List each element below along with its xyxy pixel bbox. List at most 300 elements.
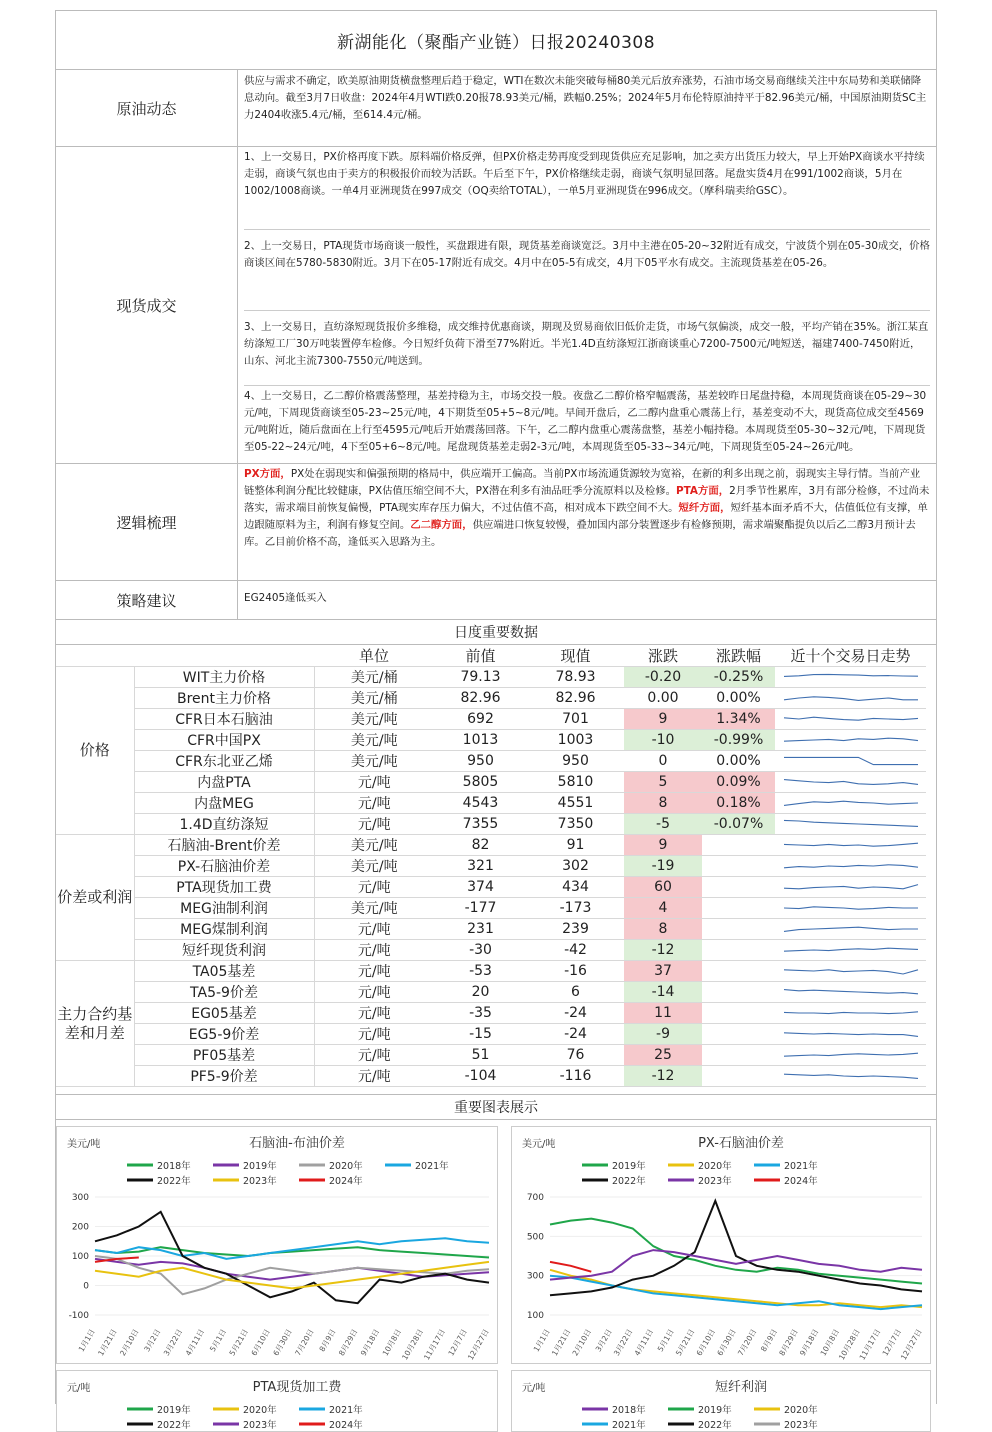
sparkline-svg [782, 921, 920, 937]
row-cur: 91 [527, 835, 624, 856]
sparkline-svg [782, 963, 920, 979]
chart-ylabel: 美元/吨 [67, 1139, 101, 1150]
row-cur: -173 [527, 898, 624, 919]
row-group-label: 价格 [56, 667, 134, 835]
row-trend-sparkline [775, 1024, 926, 1045]
row-unit: 元/吨 [314, 940, 434, 961]
legend-label: 2019年 [243, 1161, 277, 1172]
row-prev: 82 [434, 835, 527, 856]
legend-label: 2024年 [329, 1420, 363, 1431]
report-title: 新湖能化（聚酯产业链）日报20240308 [56, 11, 936, 70]
table-row [56, 835, 926, 856]
row-pct: -0.25% [702, 667, 775, 688]
table-row [56, 751, 926, 772]
legend-label: 2018年 [612, 1405, 646, 1416]
row-chg: -0.20 [624, 667, 702, 688]
header-cur: 现值 [527, 645, 624, 667]
sparkline-svg [782, 774, 920, 790]
row-unit: 美元/吨 [314, 856, 434, 877]
x-tick-label: 6月30日 [715, 1327, 738, 1358]
x-tick-label: 5月21日 [673, 1327, 697, 1358]
row-pct [702, 877, 775, 898]
x-tick-label: 12月7日 [880, 1327, 904, 1358]
report-page [55, 10, 937, 1431]
row-chg: -12 [624, 940, 702, 961]
sparkline-line [784, 843, 918, 846]
sparkline-line [784, 780, 918, 785]
series-line [550, 1201, 922, 1295]
row-pct [702, 856, 775, 877]
chart-title: PTA现货加工费 [252, 1380, 342, 1395]
header-pct: 涨跌幅 [702, 645, 775, 667]
table-row [56, 961, 926, 982]
x-tick-label: 6月30日 [271, 1327, 294, 1358]
row-chg: -9 [624, 1024, 702, 1045]
series-line [550, 1262, 591, 1272]
row-name: MEG煤制利润 [134, 919, 314, 940]
logic-text [238, 464, 936, 580]
x-tick-label: 1月1日 [76, 1327, 97, 1354]
row-pct: 0.00% [702, 688, 775, 709]
row-cur: 6 [527, 982, 624, 1003]
header-trend: 近十个交易日走势 [775, 645, 926, 667]
table-row [56, 709, 926, 730]
sparkline-svg [782, 1068, 920, 1084]
sparkline-svg [782, 690, 920, 706]
row-name: PF05基差 [134, 1045, 314, 1066]
x-tick-label: 10月28日 [836, 1327, 862, 1362]
row-chg: 9 [624, 835, 702, 856]
table-row [56, 1066, 926, 1087]
table-row [56, 793, 926, 814]
sparkline-line [784, 801, 918, 805]
table-row [56, 877, 926, 898]
row-name: TA05基差 [134, 961, 314, 982]
row-name: 1.4D直纺涤短 [134, 814, 314, 835]
row-trend-sparkline [775, 940, 926, 961]
y-tick-label: 300 [526, 1271, 544, 1282]
strategy-section [56, 581, 936, 620]
x-tick-label: 6月10日 [249, 1327, 272, 1358]
row-chg: 8 [624, 793, 702, 814]
header-prev: 前值 [434, 645, 527, 667]
sparkline-svg [782, 837, 920, 853]
row-pct: 0.00% [702, 751, 775, 772]
row-name: TA5-9价差 [134, 982, 314, 1003]
chart-pf-profit [511, 1370, 931, 1432]
row-trend-sparkline [775, 1003, 926, 1024]
x-tick-label: 9月18日 [358, 1327, 382, 1358]
row-cur: 434 [527, 877, 624, 898]
sparkline-line [784, 970, 918, 974]
row-unit: 美元/吨 [314, 835, 434, 856]
row-pct [702, 940, 775, 961]
row-prev: 82.96 [434, 688, 527, 709]
row-unit: 美元/吨 [314, 730, 434, 751]
row-trend-sparkline [775, 667, 926, 688]
row-name: EG05基差 [134, 1003, 314, 1024]
legend-label: 2023年 [784, 1420, 818, 1431]
row-name: PTA现货加工费 [134, 877, 314, 898]
row-pct [702, 1066, 775, 1087]
series-line [550, 1276, 922, 1309]
spot-pf-text: 3、上一交易日，直纺涤短现货报价多维稳，成交维持优惠商谈，期现及贸易商依旧低价走货，市场气氛偏淡，成交一般，平均产销在35%。浙江某直纺涤短工厂30万吨装置停车检修。今日短纤负荷下滑至77%附近。半光1.4D直纺涤短江浙商谈重心7200-7500元/吨短送，福建7400-7450附近，山东、河北主流7300-7550元/吨送到。 [244, 310, 930, 385]
sparkline-line [784, 697, 918, 701]
row-pct: 0.18% [702, 793, 775, 814]
legend-label: 2021年 [329, 1405, 363, 1416]
row-unit: 元/吨 [314, 919, 434, 940]
row-chg: 5 [624, 772, 702, 793]
sparkline-line [784, 885, 918, 889]
sparkline-line [784, 865, 918, 868]
row-cur: -24 [527, 1003, 624, 1024]
row-name: MEG油制利润 [134, 898, 314, 919]
row-pct: -0.07% [702, 814, 775, 835]
row-chg: 0.00 [624, 688, 702, 709]
row-chg: -10 [624, 730, 702, 751]
y-tick-label: 0 [83, 1281, 89, 1292]
crude-section [56, 70, 936, 147]
row-cur: -16 [527, 961, 624, 982]
row-cur: 76 [527, 1045, 624, 1066]
legend-label: 2023年 [698, 1176, 732, 1187]
row-trend-sparkline [775, 877, 926, 898]
row-prev: 79.13 [434, 667, 527, 688]
chart-ylabel: 元/吨 [522, 1383, 546, 1394]
legend-label: 2021年 [415, 1161, 449, 1172]
row-chg: 9 [624, 709, 702, 730]
x-tick-label: 7月20日 [735, 1327, 759, 1358]
row-chg: -14 [624, 982, 702, 1003]
row-trend-sparkline [775, 772, 926, 793]
row-unit: 元/吨 [314, 1045, 434, 1066]
row-trend-sparkline [775, 793, 926, 814]
sparkline-svg [782, 942, 920, 958]
row-name: CFR日本石脑油 [134, 709, 314, 730]
x-tick-label: 12月27日 [465, 1327, 491, 1362]
table-row [56, 814, 926, 835]
legend-label: 2023年 [243, 1176, 277, 1187]
row-cur: 1003 [527, 730, 624, 751]
row-cur: -24 [527, 1024, 624, 1045]
spot-label: 现货成交 [56, 147, 238, 463]
table-row [56, 1003, 926, 1024]
chart-title: 石脑油-布油价差 [249, 1136, 345, 1151]
sparkline-line [784, 948, 918, 951]
spot-body [238, 147, 936, 463]
row-unit: 美元/吨 [314, 898, 434, 919]
row-unit: 元/吨 [314, 961, 434, 982]
header-name [134, 645, 314, 667]
logic-eg-tag: 乙二醇方面， [410, 519, 473, 531]
row-pct: 1.34% [702, 709, 775, 730]
row-prev: -35 [434, 1003, 527, 1024]
x-tick-label: 8月9日 [758, 1327, 780, 1354]
sparkline-svg [782, 984, 920, 1000]
row-pct: 0.09% [702, 772, 775, 793]
row-prev: 1013 [434, 730, 527, 751]
row-unit: 元/吨 [314, 877, 434, 898]
row-pct [702, 982, 775, 1003]
row-chg: 25 [624, 1045, 702, 1066]
x-tick-label: 12月27日 [898, 1327, 924, 1362]
x-tick-label: 3月2日 [142, 1327, 163, 1354]
table-row [56, 730, 926, 751]
row-trend-sparkline [775, 688, 926, 709]
legend-label: 2023年 [243, 1420, 277, 1431]
row-unit: 美元/桶 [314, 688, 434, 709]
chart-pta-fee [56, 1370, 498, 1432]
sparkline-line [784, 820, 918, 826]
sparkline-svg [782, 1005, 920, 1021]
x-tick-label: 11月17日 [857, 1327, 883, 1362]
sparkline-svg [782, 1026, 920, 1042]
charts-title: 重要图表展示 [56, 1094, 936, 1120]
x-tick-label: 12月7日 [446, 1327, 469, 1358]
x-tick-label: 8月29日 [777, 1327, 800, 1358]
row-prev: 20 [434, 982, 527, 1003]
row-chg: 0 [624, 751, 702, 772]
row-cur: 7350 [527, 814, 624, 835]
row-prev: -104 [434, 1066, 527, 1087]
sparkline-svg [782, 669, 920, 685]
sparkline-svg [782, 753, 920, 769]
sparkline-line [784, 1012, 918, 1014]
row-chg: -12 [624, 1066, 702, 1087]
row-unit: 美元/吨 [314, 709, 434, 730]
row-prev: 7355 [434, 814, 527, 835]
row-cur: 78.93 [527, 667, 624, 688]
sparkline-line [784, 1033, 918, 1037]
charts-area [56, 1120, 936, 1431]
x-tick-label: 8月9日 [317, 1327, 338, 1354]
row-trend-sparkline [775, 1066, 926, 1087]
legend-label: 2024年 [329, 1176, 363, 1187]
daily-table-body [56, 667, 926, 1087]
row-prev: -30 [434, 940, 527, 961]
row-pct [702, 1024, 775, 1045]
table-row [56, 1045, 926, 1066]
row-unit: 元/吨 [314, 1024, 434, 1045]
sparkline-line [784, 757, 918, 764]
logic-pta-tag: PTA方面， [676, 485, 730, 497]
table-row [56, 772, 926, 793]
sparkline-line [784, 674, 918, 676]
row-group-label: 主力合约基差和月差 [56, 961, 134, 1087]
logic-px-text: PX处在弱现实和偏强预期的格局中，供应端开工偏高。当前PX市场流通货源较为宽裕，在新的利多出现之前，弱现实主导行情。当前产业链整体利润分配比较健康，PX估值压缩空间不大，PX潜在利多有油品旺季分流原料以及检修。 [244, 468, 921, 497]
y-tick-label: 500 [526, 1232, 544, 1243]
row-trend-sparkline [775, 1045, 926, 1066]
row-pct [702, 1045, 775, 1066]
x-tick-label: 1月1日 [531, 1327, 552, 1354]
legend-label: 2019年 [698, 1405, 732, 1416]
legend-label: 2020年 [243, 1405, 277, 1416]
legend-label: 2022年 [612, 1176, 646, 1187]
row-prev: -15 [434, 1024, 527, 1045]
spot-px-text: 1、上一交易日，PX价格再度下跌。原料端价格反弹，但PX价格走势再度受到现货供应充足影响，加之卖方出货压力较大，早上开始PX商谈水平持续走弱，商谈气氛也由于卖方的积极报价而较为活跃。午后至下午，PX价格继续走弱，商谈气氛明显回落。尾盘实货4月在991/1002商谈，5月在1002/1008商谈。一单4月亚洲现货在997成交（OQ卖给TOTAL），一单5月亚洲现货在996成交。（摩科瑞卖给GSC）。 [244, 151, 925, 197]
table-row [56, 856, 926, 877]
sparkline-line [784, 990, 918, 994]
header-unit: 单位 [314, 645, 434, 667]
x-tick-label: 3月22日 [161, 1327, 185, 1358]
row-trend-sparkline [775, 898, 926, 919]
row-trend-sparkline [775, 835, 926, 856]
row-cur: 950 [527, 751, 624, 772]
row-prev: 692 [434, 709, 527, 730]
crude-label: 原油动态 [56, 70, 238, 146]
x-tick-label: 5月1日 [207, 1327, 229, 1354]
sparkline-line [784, 717, 918, 720]
row-cur: 239 [527, 919, 624, 940]
row-prev: 4543 [434, 793, 527, 814]
chart-px-naphtha [511, 1126, 931, 1364]
row-name: 短纤现货利润 [134, 940, 314, 961]
legend-label: 2024年 [784, 1176, 818, 1187]
logic-pta-text: 2月季节性累库，3月有部分检修，不过尚未落实，需求端目前恢复偏慢，PTA现实库存压力偏大，不过估值不高，相对成本下跌空间不大。 [244, 485, 930, 514]
x-tick-label: 2月10日 [118, 1327, 141, 1358]
series-line [95, 1212, 489, 1303]
row-trend-sparkline [775, 856, 926, 877]
row-name: 内盘MEG [134, 793, 314, 814]
y-tick-label: -100 [68, 1311, 89, 1321]
row-cur: -42 [527, 940, 624, 961]
row-name: EG5-9价差 [134, 1024, 314, 1045]
row-prev: 321 [434, 856, 527, 877]
legend-label: 2020年 [784, 1405, 818, 1416]
sparkline-svg [782, 858, 920, 874]
table-row [56, 898, 926, 919]
row-prev: 950 [434, 751, 527, 772]
row-name: Brent主力价格 [134, 688, 314, 709]
row-pct [702, 898, 775, 919]
x-tick-label: 4月11日 [183, 1327, 207, 1358]
row-pct: -0.99% [702, 730, 775, 751]
row-name: 石脑油-Brent价差 [134, 835, 314, 856]
chart-ylabel: 美元/吨 [522, 1139, 556, 1150]
row-chg: 37 [624, 961, 702, 982]
row-prev: 374 [434, 877, 527, 898]
x-tick-label: 5月1日 [655, 1327, 676, 1354]
crude-text: 供应与需求不确定，欧美原油期货横盘整理后趋于稳定，WTI在数次未能突破每桶80美元后放弃涨势，石油市场交易商继续关注中东局势和美联储降息动向。截至3月7日收盘：2024年4月WTI跌0.20报78.93美元/桶，跌幅0.25%；2024年5月布伦特原油持平于82.96美元/桶，中国原油期货SC主力2404收涨5.4元/桶，至614.4元/桶。 [244, 75, 927, 121]
row-prev: -177 [434, 898, 527, 919]
row-chg: -5 [624, 814, 702, 835]
row-cur: 82.96 [527, 688, 624, 709]
daily-data-title: 日度重要数据 [56, 620, 936, 645]
table-row [56, 688, 926, 709]
x-tick-label: 5月21日 [227, 1327, 250, 1358]
row-cur: 302 [527, 856, 624, 877]
sparkline-line [784, 907, 918, 909]
x-tick-label: 7月20日 [293, 1327, 316, 1358]
table-row [56, 1024, 926, 1045]
row-unit: 元/吨 [314, 814, 434, 835]
legend-label: 2018年 [157, 1161, 191, 1172]
row-cur: 4551 [527, 793, 624, 814]
logic-px-tag: PX方面， [244, 468, 291, 480]
sparkline-svg [782, 816, 920, 832]
row-name: 内盘PTA [134, 772, 314, 793]
row-name: WIT主力价格 [134, 667, 314, 688]
table-row [56, 982, 926, 1003]
table-row [56, 919, 926, 940]
row-chg: 60 [624, 877, 702, 898]
row-trend-sparkline [775, 961, 926, 982]
y-tick-label: 100 [71, 1252, 89, 1262]
y-tick-label: 700 [526, 1193, 544, 1203]
x-tick-label: 8月29日 [336, 1327, 360, 1358]
legend-label: 2019年 [157, 1405, 191, 1416]
logic-eg-text: 供应端进口恢复较慢，叠加国内部分装置逐步有检修预期，需求端聚酯提负以后乙二醇3月预计去库。乙目前价格不高，逢低买入思路为主。 [244, 519, 916, 548]
legend-label: 2021年 [612, 1420, 646, 1431]
spot-eg-text: 4、上一交易日，乙二醇价格震荡整理，基差持稳为主，市场交投一般。夜盘乙二醇价格窄幅震荡，基差较昨日尾盘持稳，本周现货商谈在05-29~30元/吨，下周现货商谈至05-23~25元/吨，4下期货至05+5~8元/吨。早间开盘后，乙二醇内盘重心震荡上行，基差变动不大，现货高位成交至4569元/吨附近，随后盘面在上行至4595元/吨后开始震荡回落。下午，乙二醇内盘重心震荡盘整，基差小幅持稳。本周现货至05-30~32元/吨，下周现货至05-22~24元/吨，4下至05+6~8元/吨。尾盘现货基差走弱2-3元/吨，本周现货至05-33~34元/吨，下周现货至05-24~26元/吨。 [244, 385, 930, 458]
sparkline-svg [782, 900, 920, 916]
table-row [56, 940, 926, 961]
row-trend-sparkline [775, 751, 926, 772]
chart-title: PX-石脑油价差 [698, 1136, 784, 1151]
row-chg: 11 [624, 1003, 702, 1024]
row-prev: 51 [434, 1045, 527, 1066]
row-trend-sparkline [775, 709, 926, 730]
x-tick-label: 11月17日 [422, 1327, 447, 1362]
row-name: CFR中国PX [134, 730, 314, 751]
chart-title: 短纤利润 [714, 1380, 768, 1395]
logic-pf-text: 短纤基本面矛盾不大，估值低位有支撑，单边跟随原料为主，利润有修复空间。 [244, 502, 928, 531]
row-trend-sparkline [775, 919, 926, 940]
legend-label: 2021年 [784, 1161, 818, 1172]
x-tick-label: 10月28日 [400, 1327, 426, 1362]
row-name: PF5-9价差 [134, 1066, 314, 1087]
legend-label: 2022年 [157, 1176, 191, 1187]
y-tick-label: 200 [71, 1222, 89, 1233]
chart-naphtha-brent [56, 1126, 498, 1364]
row-cur: -116 [527, 1066, 624, 1087]
row-pct [702, 919, 775, 940]
row-cur: 5810 [527, 772, 624, 793]
y-tick-label: 100 [526, 1311, 544, 1321]
table-header-row [56, 645, 926, 667]
legend-label: 2022年 [157, 1420, 191, 1431]
row-unit: 美元/桶 [314, 667, 434, 688]
sparkline-svg [782, 732, 920, 748]
sparkline-svg [782, 795, 920, 811]
row-prev: -53 [434, 961, 527, 982]
x-tick-label: 4月11日 [632, 1327, 656, 1358]
row-trend-sparkline [775, 730, 926, 751]
daily-data-table [56, 645, 926, 1087]
row-pct [702, 835, 775, 856]
table-row [56, 667, 926, 688]
row-cur: 701 [527, 709, 624, 730]
spot-section [56, 147, 936, 464]
row-pct [702, 1003, 775, 1024]
strategy-label: 策略建议 [56, 581, 238, 619]
x-tick-label: 3月22日 [611, 1327, 635, 1358]
row-group-label: 价差或利润 [56, 835, 134, 961]
spot-pta-text: 2、上一交易日，PTA现货市场商谈一般性，买盘跟进有限，现货基差商谈宽泛。3月中主港在05-20~32附近有成交，宁波货个别在05-30成交，价格商谈区间在5780-5830附近。3月下在05-17附近有成交。4月中在05-5有成交，4月下05平水有成交。主流现货基差在05-26。 [244, 229, 930, 310]
row-name: CFR东北亚乙烯 [134, 751, 314, 772]
legend-label: 2022年 [698, 1420, 732, 1431]
legend-label: 2020年 [698, 1161, 732, 1172]
row-unit: 元/吨 [314, 793, 434, 814]
x-tick-label: 10月8日 [818, 1327, 842, 1358]
row-unit: 元/吨 [314, 1003, 434, 1024]
row-prev: 5805 [434, 772, 527, 793]
logic-section [56, 464, 936, 581]
x-tick-label: 9月18日 [797, 1327, 821, 1358]
logic-label: 逻辑梳理 [56, 464, 238, 580]
header-group [56, 645, 134, 667]
x-tick-label: 10月8日 [380, 1327, 404, 1358]
